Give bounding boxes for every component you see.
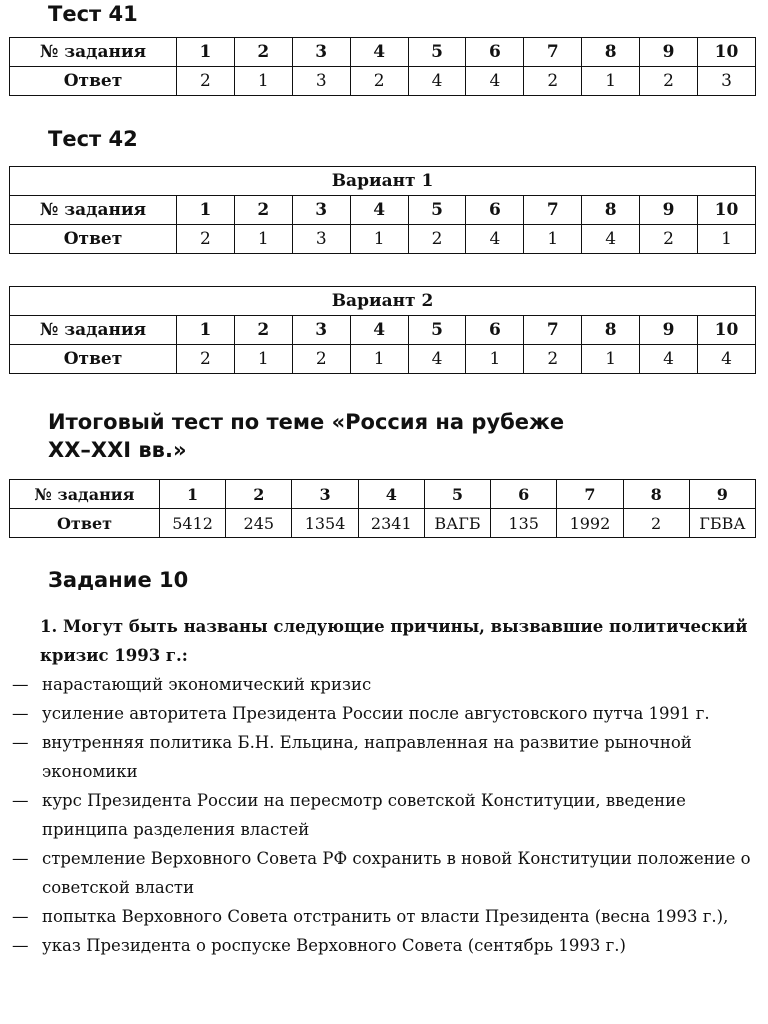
table-row bbox=[10, 316, 756, 345]
answer-cell: 2 bbox=[524, 67, 582, 96]
task10-lead-paragraph: 1. Могут быть названы следующие причины, вызвавшие политический кризис 1993 г.: bbox=[40, 617, 748, 665]
table-row bbox=[10, 509, 756, 538]
dash-marker: — bbox=[12, 849, 29, 868]
answer-cell: 1 bbox=[350, 225, 408, 254]
test42-title: Тест 42 bbox=[48, 127, 138, 151]
answer-cell: 2 bbox=[177, 67, 235, 96]
task-number-cell: 6 bbox=[466, 196, 524, 225]
row-label-task-number: № задания bbox=[10, 480, 160, 509]
list-item bbox=[12, 931, 756, 960]
task-number-cell: 3 bbox=[292, 316, 350, 345]
final-test-title-line1: Итоговый тест по теме «Россия на рубеже bbox=[48, 410, 565, 434]
dash-marker: — bbox=[12, 704, 29, 723]
answer-cell: 4 bbox=[466, 67, 524, 96]
task-number-cell: 6 bbox=[466, 316, 524, 345]
answer-cell: 1 bbox=[582, 67, 640, 96]
answer-cell: 2 bbox=[640, 67, 698, 96]
final-test-title bbox=[48, 408, 564, 464]
list-item-text: нарастающий экономический кризис bbox=[42, 675, 372, 694]
variant1-label: Вариант 1 bbox=[10, 167, 756, 196]
task-number-cell: 1 bbox=[177, 316, 235, 345]
task-number-cell: 10 bbox=[698, 38, 756, 67]
task-number-cell: 7 bbox=[524, 316, 582, 345]
list-item bbox=[12, 902, 756, 931]
task-number-cell: 1 bbox=[177, 196, 235, 225]
answer-cell: 2 bbox=[623, 509, 689, 538]
answer-cell: 1992 bbox=[557, 509, 623, 538]
table-row bbox=[10, 167, 756, 196]
answer-cell: ГБВА bbox=[689, 509, 755, 538]
task-number-cell: 1 bbox=[177, 38, 235, 67]
answer-cell: 2 bbox=[177, 345, 235, 374]
dash-marker: — bbox=[12, 791, 29, 810]
task-number-cell: 2 bbox=[234, 196, 292, 225]
task-number-cell: 2 bbox=[234, 316, 292, 345]
row-label-answer: Ответ bbox=[10, 345, 177, 374]
answer-cell: 1 bbox=[698, 225, 756, 254]
table-row bbox=[10, 480, 756, 509]
task-number-cell: 3 bbox=[292, 196, 350, 225]
answer-cell: 1 bbox=[350, 345, 408, 374]
row-label-answer: Ответ bbox=[10, 225, 177, 254]
task-number-cell: 8 bbox=[582, 38, 640, 67]
row-label-answer: Ответ bbox=[10, 509, 160, 538]
test41-title: Тест 41 bbox=[48, 2, 138, 26]
answer-cell: 2 bbox=[524, 345, 582, 374]
table-row bbox=[10, 38, 756, 67]
list-item bbox=[12, 728, 756, 786]
task-number-cell: 1 bbox=[160, 480, 226, 509]
task-number-cell: 10 bbox=[698, 316, 756, 345]
answer-cell: 4 bbox=[408, 345, 466, 374]
task10-title: Задание 10 bbox=[48, 568, 189, 592]
list-item bbox=[12, 844, 756, 902]
final-test-answer-table bbox=[9, 479, 756, 538]
answer-cell: 4 bbox=[582, 225, 640, 254]
task-number-cell: 9 bbox=[640, 196, 698, 225]
task-number-cell: 8 bbox=[623, 480, 689, 509]
list-item-text: попытка Верховного Совета отстранить от власти Президента (весна 1993 г.), bbox=[42, 907, 729, 926]
dash-marker: — bbox=[12, 907, 29, 926]
answer-cell: 2 bbox=[177, 225, 235, 254]
answer-cell: 2 bbox=[408, 225, 466, 254]
answer-cell: 4 bbox=[408, 67, 466, 96]
answer-cell: 1354 bbox=[292, 509, 358, 538]
dash-marker: — bbox=[12, 936, 29, 955]
test42-variant1-table bbox=[9, 166, 756, 254]
list-item-text: стремление Верховного Совета РФ сохранить в новой Конституции положение о советской власти bbox=[42, 849, 751, 897]
answer-cell: 2 bbox=[640, 225, 698, 254]
dash-marker: — bbox=[12, 733, 29, 752]
task10-body bbox=[12, 612, 756, 960]
answer-cell: 2341 bbox=[358, 509, 424, 538]
answer-cell: 1 bbox=[466, 345, 524, 374]
task-number-cell: 4 bbox=[350, 196, 408, 225]
answer-cell: 2 bbox=[292, 345, 350, 374]
answer-cell: 3 bbox=[292, 225, 350, 254]
list-item-text: внутренняя политика Б.Н. Ельцина, направленная на развитие рыночной экономики bbox=[42, 733, 692, 781]
answer-cell: 1 bbox=[524, 225, 582, 254]
list-item-text: курс Президента России на пересмотр советской Конституции, введение принципа разделения властей bbox=[42, 791, 686, 839]
answer-cell: 3 bbox=[698, 67, 756, 96]
row-label-answer: Ответ bbox=[10, 67, 177, 96]
task-number-cell: 8 bbox=[582, 196, 640, 225]
table-row bbox=[10, 287, 756, 316]
test42-variant2-table bbox=[9, 286, 756, 374]
answer-cell: 135 bbox=[491, 509, 557, 538]
test41-answer-table bbox=[9, 37, 756, 96]
answer-cell: 245 bbox=[226, 509, 292, 538]
task-number-cell: 6 bbox=[466, 38, 524, 67]
task-number-cell: 3 bbox=[292, 480, 358, 509]
list-item bbox=[12, 786, 756, 844]
final-test-title-line2: XX–XXI вв.» bbox=[48, 438, 187, 462]
answer-cell: 1 bbox=[234, 345, 292, 374]
task-number-cell: 5 bbox=[408, 316, 466, 345]
row-label-task-number: № задания bbox=[10, 316, 177, 345]
row-label-task-number: № задания bbox=[10, 38, 177, 67]
variant2-label: Вариант 2 bbox=[10, 287, 756, 316]
answer-cell: 1 bbox=[234, 67, 292, 96]
answer-cell: 3 bbox=[292, 67, 350, 96]
task-number-cell: 3 bbox=[292, 38, 350, 67]
task-number-cell: 7 bbox=[557, 480, 623, 509]
dash-marker: — bbox=[12, 675, 29, 694]
table-row bbox=[10, 196, 756, 225]
task-number-cell: 10 bbox=[698, 196, 756, 225]
answer-cell: 2 bbox=[350, 67, 408, 96]
task-number-cell: 5 bbox=[408, 196, 466, 225]
list-item-text: указ Президента о роспуске Верховного Совета (сентябрь 1993 г.) bbox=[42, 936, 626, 955]
list-item bbox=[12, 699, 756, 728]
table-row bbox=[10, 67, 756, 96]
answer-cell: 1 bbox=[234, 225, 292, 254]
task-number-cell: 5 bbox=[408, 38, 466, 67]
task-number-cell: 2 bbox=[226, 480, 292, 509]
task-number-cell: 4 bbox=[358, 480, 424, 509]
answer-cell: 1 bbox=[582, 345, 640, 374]
task-number-cell: 8 bbox=[582, 316, 640, 345]
task-number-cell: 9 bbox=[640, 38, 698, 67]
task-number-cell: 7 bbox=[524, 38, 582, 67]
task-number-cell: 7 bbox=[524, 196, 582, 225]
task-number-cell: 4 bbox=[350, 316, 408, 345]
list-item-text: усиление авторитета Президента России после августовского путча 1991 г. bbox=[42, 704, 710, 723]
table-row bbox=[10, 225, 756, 254]
task-number-cell: 5 bbox=[424, 480, 490, 509]
task-number-cell: 2 bbox=[234, 38, 292, 67]
answer-cell: 4 bbox=[640, 345, 698, 374]
table-row bbox=[10, 345, 756, 374]
answer-cell: 4 bbox=[698, 345, 756, 374]
task-number-cell: 6 bbox=[491, 480, 557, 509]
row-label-task-number: № задания bbox=[10, 196, 177, 225]
list-item bbox=[12, 670, 756, 699]
task-number-cell: 4 bbox=[350, 38, 408, 67]
task-number-cell: 9 bbox=[689, 480, 755, 509]
answer-cell: 5412 bbox=[160, 509, 226, 538]
answer-cell: ВАГБ bbox=[424, 509, 490, 538]
answer-cell: 4 bbox=[466, 225, 524, 254]
task-number-cell: 9 bbox=[640, 316, 698, 345]
